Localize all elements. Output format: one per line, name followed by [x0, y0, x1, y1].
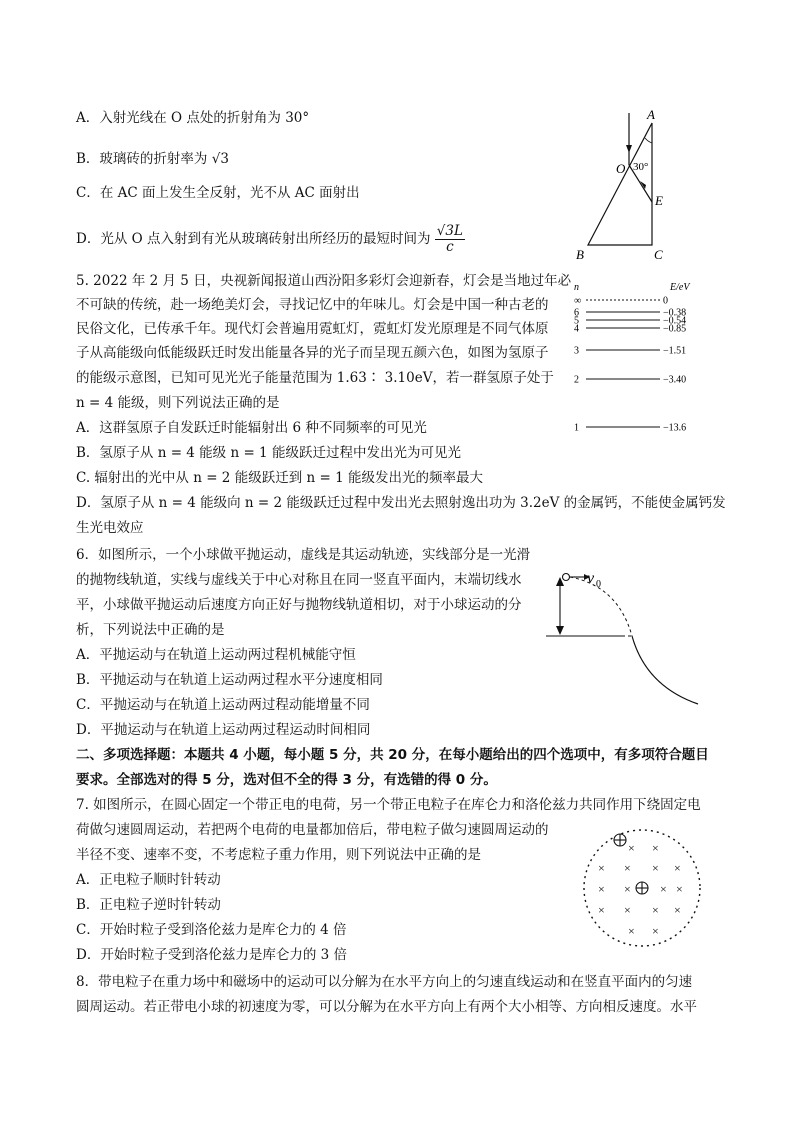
- label-v-sub: 0: [596, 579, 601, 590]
- q7-option-c: C．开始时粒子受到洛伦兹力是库仑力的 4 倍: [76, 922, 347, 938]
- field-into-page-mark: ×: [628, 841, 635, 855]
- energy-level-n: 1: [574, 422, 579, 434]
- field-into-page-mark: ×: [628, 924, 635, 938]
- q6-line-4: 析，下列说法中正确的是: [76, 622, 225, 638]
- q5-option-d-line-1: D．氢原子从 n = 4 能级向 n = 2 能级跃迁过程中发出光去照射逸出功为 3.2eV 的金属钙，不能使金属钙发: [76, 495, 726, 511]
- field-into-page-mark: ×: [624, 903, 631, 917]
- q6-trajectory-figure: [540, 566, 705, 711]
- field-into-page-mark: ×: [624, 861, 631, 875]
- parabolic-track: [632, 636, 698, 704]
- q6-option-a: A．平抛运动与在轨道上运动两过程机械能守恒: [76, 647, 356, 663]
- q7-option-b: B．正电粒子逆时针转动: [76, 897, 221, 913]
- energy-level-diagram: [568, 278, 708, 438]
- energy-level-value: 0: [663, 295, 668, 307]
- q7-line-2: 荷做匀速圆周运动，若把两个电荷的电量都加倍后，带电粒子做匀速圆周运动的: [76, 822, 549, 838]
- energy-level-n: 3: [574, 345, 579, 357]
- energy-level-n: 2: [574, 374, 579, 386]
- q5-line-6: n = 4 能级，则下列说法正确的是: [76, 395, 280, 411]
- q6-option-b: B．平抛运动与在轨道上运动两过程水平分速度相同: [76, 672, 383, 688]
- section-2-heading-line-2: 要求。全部选对的得 5 分，选对但不全的得 3 分，有选错的得 0 分。: [76, 772, 497, 788]
- q4-option-b: [76, 150, 229, 168]
- q4-option-b-value: √3: [211, 151, 229, 167]
- q5-line-3: 民俗文化，已传承千年。现代灯会普遍用霓虹灯，霓虹灯发光原理是不同气体原: [76, 321, 549, 337]
- field-into-page-mark: ×: [598, 903, 605, 917]
- energy-level-value: −0.85: [663, 323, 687, 335]
- label-c: C: [654, 247, 663, 262]
- field-into-page-mark: ×: [652, 841, 659, 855]
- label-o: O: [616, 161, 626, 176]
- energy-level-value: −0.54: [663, 315, 687, 327]
- field-into-page-mark: ×: [674, 861, 681, 875]
- field-into-page-mark: ×: [624, 882, 631, 896]
- q6-line-2: 的抛物线轨道，实线与虚线关于中心对称且在同一竖直平面内，末端切线水: [76, 572, 522, 588]
- energy-level-value: −1.51: [663, 345, 687, 357]
- section-2-heading-line-1: 二、多项选择题：本题共 4 小题，每小题 5 分，共 20 分，在每小题给出的四个选项中，有多项符合题目: [76, 747, 709, 763]
- field-into-page-mark: ×: [598, 882, 605, 896]
- incident-arrow-icon: [626, 145, 632, 153]
- q8-line-1: 8．带电粒子在重力场中和磁场中的运动可以分解为在水平方向上的匀速直线运动和在竖直平面内的匀速: [76, 974, 693, 990]
- q7-line-3: 半径不变、速率不变，不考虑粒子重力作用，则下列说法中正确的是: [76, 847, 481, 863]
- energy-header-n: n: [574, 282, 579, 293]
- energy-header-e: E/eV: [670, 282, 690, 293]
- q6-line-3: 平，小球做平抛运动后速度方向正好与抛物线轨道相切，对于小球运动的分: [76, 597, 522, 613]
- q5-option-d-line-2: 生光电效应: [76, 520, 144, 536]
- projectile-path: [570, 577, 632, 636]
- label-a: A: [647, 107, 655, 122]
- ball-icon: [563, 574, 570, 581]
- energy-level-n: 6: [574, 307, 579, 319]
- q5-option-a: A．这群氢原子自发跃迁时能辐射出 6 种不同频率的可见光: [76, 420, 427, 436]
- q7-option-d: D．开始时粒子受到洛伦兹力是库仑力的 3 倍: [76, 947, 347, 963]
- q4-option-d: [76, 224, 465, 255]
- q4-prism-figure: [568, 105, 688, 265]
- energy-level-value: −13.6: [663, 422, 687, 434]
- q5-option-c: C. 辐射出的光中从 n = 2 能级跃迁到 n = 1 能级发出光的频率最大: [76, 470, 483, 486]
- field-into-page-mark: ×: [652, 903, 659, 917]
- q5-option-b: B．氢原子从 n = 4 能级 n = 1 能级跃迁过程中发出光为可见光: [76, 445, 461, 461]
- q7-line-1: 7. 如图所示，在圆心固定一个带正电的电荷，另一个带正电粒子在库仑力和洛伦兹力共同作用下绕固定电: [76, 797, 701, 813]
- field-into-page-mark: ×: [598, 861, 605, 875]
- field-into-page-mark: ×: [652, 924, 659, 938]
- energy-level-value: −0.38: [663, 307, 687, 319]
- q7-option-a: A．正电粒子顺时针转动: [76, 872, 221, 888]
- angle-arc: [645, 138, 652, 143]
- q4-option-a: A．入射光线在 O 点处的折射角为 30°: [76, 110, 310, 126]
- q4-option-c: C．在 AC 面上发生全反射，光不从 AC 面射出: [76, 185, 360, 201]
- q6-option-c: C．平抛运动与在轨道上运动两过程动能增量不同: [76, 697, 370, 713]
- energy-level-n: 5: [574, 315, 579, 327]
- field-into-page-mark: ×: [676, 882, 683, 896]
- fraction-numerator: √3L: [436, 223, 463, 239]
- field-into-page-mark: ×: [660, 882, 667, 896]
- label-b: B: [576, 247, 584, 262]
- label-e: E: [655, 193, 663, 208]
- q4-option-d-text: D．光从 O 点入射到有光从玻璃砖射出所经历的最短时间为: [76, 231, 431, 247]
- q6-line-1: 6．如图所示，一个小球做平抛运动，虚线是其运动轨迹，实线部分是一光滑: [76, 547, 531, 563]
- label-angle: 30°: [633, 161, 649, 173]
- q5-line-1: 5. 2022 年 2 月 5 日，央视新闻报道山西汾阳多彩灯会迎新春，灯会是当地过年必: [76, 273, 572, 289]
- q4-option-b-text: B．玻璃砖的折射率为: [76, 151, 208, 167]
- energy-level-n: ∞: [574, 295, 582, 307]
- energy-level-value: −3.40: [663, 374, 687, 386]
- energy-level-n: 4: [574, 323, 579, 335]
- fraction-denominator: c: [446, 239, 454, 255]
- q8-line-2: 圆周运动。若正带电小球的初速度为零，可以分解为在水平方向上有两个大小相等、方向相反速度。水平: [76, 999, 697, 1015]
- down-arrow-icon: [556, 626, 564, 635]
- q5-line-2: 不可缺的传统，赴一场绝美灯会，寻找记忆中的年味儿。灯会是中国一种古老的: [76, 297, 549, 313]
- q5-line-4: 子从高能级向低能级跃迁时发出能量各异的光子而呈现五颜六色，如图为氢原子: [76, 345, 549, 361]
- field-into-page-mark: ×: [652, 861, 659, 875]
- q5-line-5: 的能级示意图，已知可见光光子能量范围为 1.63∶ 3.10eV，若一群氢原子处于: [76, 370, 554, 386]
- q4-option-d-fraction: [435, 224, 465, 255]
- q6-option-d: D．平抛运动与在轨道上运动两过程运动时间相同: [76, 722, 371, 738]
- field-into-page-mark: ×: [674, 903, 681, 917]
- label-v: v: [587, 570, 595, 587]
- q7-magnetic-field-figure: [580, 826, 705, 951]
